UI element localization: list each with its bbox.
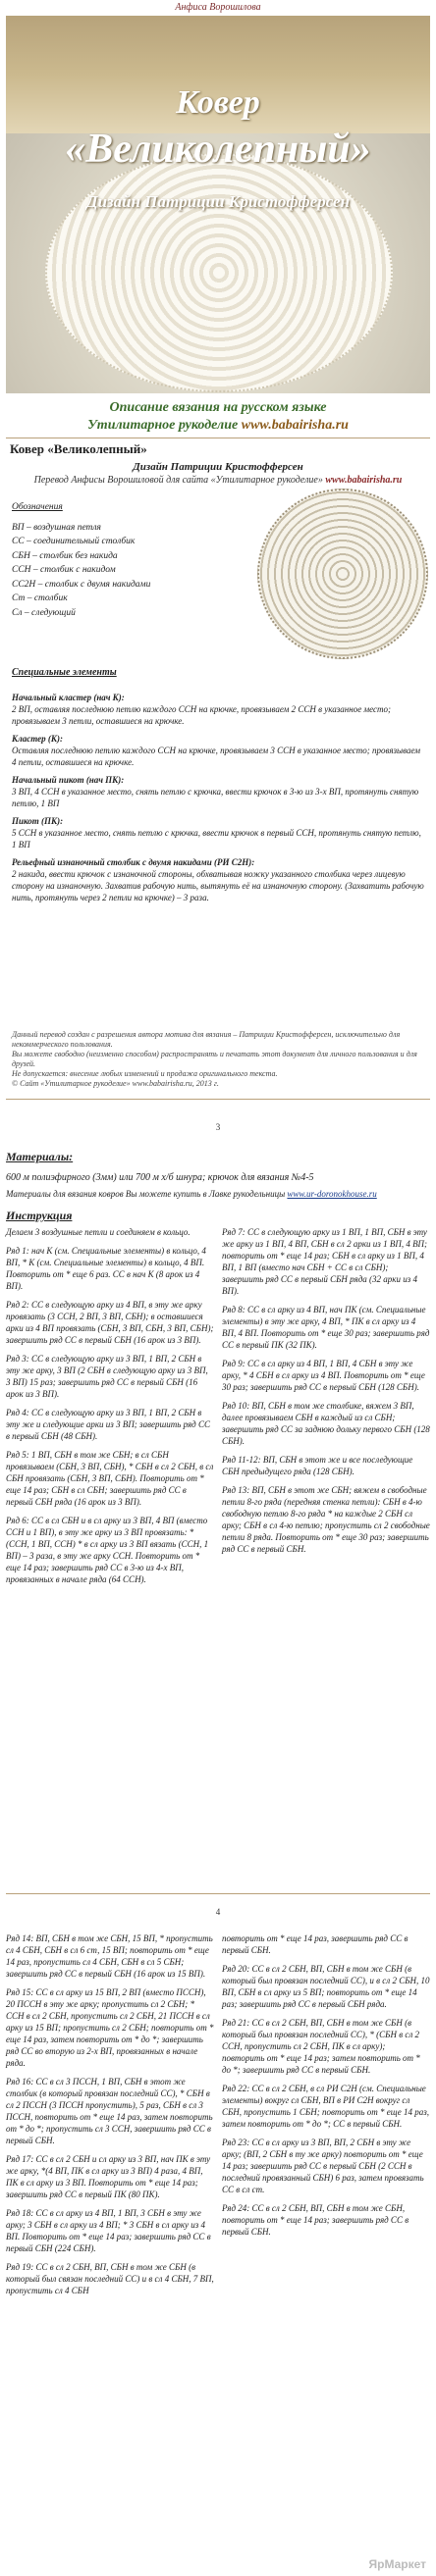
instructions-page4 xyxy=(6,1932,430,2303)
instruction-row: Ряд 8: СС в сл арку из 4 ВП, нач ПК (см. Специальные элементы) в эту же арку, 4 ВП, * ПК в сл арку из 4 ВП, 4 ВП. Повторить от * еще 30 раз; завершить ряд СС в первый ПК (32 ПК). xyxy=(222,1305,430,1350)
instruction-row: Ряд 22: СС в сл 2 СБН, в сл РИ С2Н (см. Специальные элементы) вокруг сл СБН, ВП в РИ С2Н вокруг сл СБН, пропустить 1 СБН; повторить от * еще 14 раз, затем повторить от * до *; СС в первый СБН. xyxy=(222,2084,429,2129)
special-item-text: 2 накида, ввести крючок с изнаночной стороны, обхватывая ножку указанного столбика через лицевую сторону на изнаночную. Захватив рабочую нить, вытянуть её на изнаночную сторону. (Захватить рабочую нить, протянуть через 2 петли на крючке) – 3 раза. xyxy=(12,869,424,902)
divider xyxy=(6,1893,430,1894)
column-left xyxy=(6,1226,214,1592)
abbr-item: СБН – столбик без накида xyxy=(12,550,118,561)
instruction-row: Ряд 21: СС в сл 2 СБН, ВП, СБН в том же СБН (в который был провязан последний СС), * (СБН в сл 2 ССН, пропустить сл 2 СБН, ПК в сл арку); повторить от * еще 14 раз; затем повторить от * до *; завершить ряд СС в первый СБН. xyxy=(222,2018,420,2075)
instruction-row: Ряд 17: СС в сл 2 СБН и сл арку из 3 ВП, нач ПК в эту же арку, *(4 ВП, ПК в сл арку из 3 ВП) 4 раза, 4 ВП, ПК в сл арку из 3 ВП. Повторить от * еще 14 раз; завершить ряд СС в первый ПК (80 ПК). xyxy=(6,2154,211,2199)
translation-site-link[interactable]: www.babairisha.ru xyxy=(325,475,403,486)
instruction-row: Ряд 16: СС в сл 3 ПССН, 1 ВП, СБН в этот же столбик (в который провязан последний СС), * СБН в сл 2 ПССН (3 ПССН пропустить), 5 раз, СБН в сл 3 ПССН, повторить от * еще 14 раз, затем повторить от * до *; пропустить сл 3 ССН, завершить ряд СС в первый СБН. xyxy=(6,2077,213,2145)
abbr-item: СС – соединительный столбик xyxy=(12,537,136,546)
motif-photo xyxy=(257,489,428,659)
hero-title-line1: Ковер xyxy=(176,84,260,121)
materials xyxy=(6,1150,430,1199)
page-number: 4 xyxy=(215,1907,221,1917)
caption-line2 xyxy=(0,418,436,434)
instruction-row: Ряд 10: ВП, СБН в том же столбике, вяжем 3 ВП, далее провязываем СБН в каждый из сл СБН; завершить ряд СС за заднюю дольку первого СБН (128 СБН). xyxy=(222,1401,430,1446)
rug-photo xyxy=(45,153,393,392)
caption-site-link[interactable]: www.babairisha.ru xyxy=(241,418,349,433)
hero-photo xyxy=(6,16,430,393)
note-line: Не допускается: внесение любых изменений и продажа оригинального текста. xyxy=(12,1069,278,1078)
hero-subtitle: Дизайн Патриции Кристофферсен xyxy=(85,192,351,211)
instruction-row: Ряд 20: СС в сл 2 СБН, ВП, СБН в том же СБН (в который был провязан последний СС), и в сл 2 СБН, 10 ВП, СБН в сл арку из 5 ВП; повторить от * еще 14 раз; завершить ряд СС в первый СБН ряда. xyxy=(222,1964,430,2009)
page-number: 3 xyxy=(215,1122,221,1132)
abbreviations xyxy=(12,490,208,620)
doc-title: Ковер «Великолепный» xyxy=(10,441,147,456)
abbr-item: Сл – следующий xyxy=(12,607,76,618)
special-item-text: 2 ВП, оставляя последнюю петлю каждого ССН на крючке, провязываем 2 ССН в указанное место; провязываем 3 петли, оставшиеся на крючке. xyxy=(12,704,392,726)
materials-line1: 600 м полиэфирного (3мм) или 700 м х/б шнура; крючок для вязания №4-5 xyxy=(6,1172,314,1183)
instruction-row: Ряд 3: СС в следующую арку из 3 ВП, 1 ВП, 2 СБН в эту же арку, 3 ВП (2 СБН в следующую арку из 3 ВП, 3 ВП) 15 раз; завершить ряд СС в первый СБН (16 арок из 3 ВП). xyxy=(6,1354,208,1399)
instructions-heading: Инструкция xyxy=(6,1209,73,1222)
column-right xyxy=(222,1932,430,2303)
abbr-item: СС2Н – столбик с двумя накидами xyxy=(12,579,151,590)
instruction-row: Ряд 9: СС в сл арку из 4 ВП, 1 ВП, 4 СБН в эту же арку, * 4 СБН в сл арку из 4 ВП. Повторить от * еще 30 раз; завершить ряд СС в первый СБН (128 СБН). xyxy=(222,1359,425,1392)
doc-design: Дизайн Патриции Кристофферсен xyxy=(133,461,303,473)
shop-link[interactable]: www.ur-doronokhouse.ru xyxy=(287,1189,377,1199)
special-item xyxy=(12,856,424,903)
instruction-row: Ряд 7: СС в следующую арку из 1 ВП, 1 ВП, СБН в эту же арку из 1 ВП, 4 ВП, СБН в сл 2 арки из 1 ВП, 4 ВП; повторить от * еще 14 раз; СБН в сл арку из 1 ВП, 4 ВП, 1 ВП (вместо нач СБН + СС в сл СБН); завершить ряд СС в первый СБН ряда (32 арки из 4 ВП). xyxy=(222,1227,428,1296)
abbr-item: Ст – столбик xyxy=(12,593,68,603)
caption-line1: Описание вязания на русском языке xyxy=(109,400,327,415)
special-heading: Специальные элементы xyxy=(12,667,117,678)
instruction-row: Ряд 1: нач К (см. Специальные элементы) в кольцо, 4 ВП, * К (см. Специальные элементы) в кольцо, 4 ВП. Повторить от * еще 6 раз. СС в нач К (8 арок из 4 ВП). xyxy=(6,1246,206,1291)
special-item-text: 5 ССН в указанное место, снять петлю с крючка, ввести крючок в первый ССН, протянуть снятую петлю, 1 ВП xyxy=(12,828,421,850)
doc-translation xyxy=(0,475,436,486)
instruction-row: Делаем 3 воздушные петли и соединяем в кольцо. xyxy=(6,1227,191,1237)
instruction-row: Ряд 23: СС в сл арку из 3 ВП, ВП, 2 СБН в эту же арку; (ВП, 2 СБН в ту же арку) повторить от * еще 14 раз; завершить ряд СС в первый СБН (2 ССН в последний провязанный СБН) 6 раз, затем провязать СС в сл ст. xyxy=(222,2138,424,2194)
special-item-text: Оставляя последнюю петлю каждого ССН на крючке, провязываем 3 ССН в указанное место; провязываем 4 петли, оставшиеся на крючке. xyxy=(12,746,420,767)
special-item xyxy=(12,733,424,768)
instruction-row: Ряд 6: СС в сл СБН и в сл арку из 3 ВП, 4 ВП (вместо ССН и 1 ВП), в эту же арку из 3 ВП провязать: * (ССН, 1 ВП, ССН) * в сл арку из 3 ВП вязать (ССН, 1 ВП) – 3 раза, в эту же арку ССН. Повторить от * еще 14 раз; завершить ряд СС в 3-ю из 4-х ВП, провязанных в начале ряда (64 ССН). xyxy=(6,1516,209,1584)
instruction-row: Ряд 4: СС в следующую арку из 3 ВП, 1 ВП, 2 СБН в эту же и следующие арки из 3 ВП; завершить ряд СС в первый СБН (48 СБН). xyxy=(6,1408,210,1441)
instructions-page3 xyxy=(6,1226,430,1592)
column-left xyxy=(6,1932,214,2303)
caption-prefix: Утилитарное рукоделие xyxy=(87,418,239,433)
instruction-row: Ряд 5: 1 ВП, СБН в том же СБН; в сл СБН провязываем (СБН, 3 ВП, СБН), * СБН в сл 2 СБН, в сл СБН провязать (СБН, 3 ВП, СБН). Повторить от * еще 14 раз; СБН в сл СБН; завершить ряд СС в первый СБН ряда (16 арок из 3 ВП). xyxy=(6,1450,214,1507)
instruction-row: Ряд 11-12: ВП, СБН в этот же и все последующие СБН предыдущего ряда (128 СБН). xyxy=(222,1455,413,1476)
special-item-name: Кластер (К): xyxy=(12,734,63,744)
special-item xyxy=(12,774,424,809)
materials-line2 xyxy=(6,1189,430,1199)
special-item-name: Начальный кластер (нач К): xyxy=(12,693,125,702)
instruction-row: Ряд 2: СС в следующую арку из 4 ВП, в эту же арку провязать (3 ССН, 2 ВП, 3 ВП, СБН); в оставшиеся арки из 4 ВП провязать (СБН, 3 ВП, СБН, 3 ВП, СБН); завершить ряд СС в первый СБН (16 арок из 3 ВП). xyxy=(6,1300,214,1345)
instruction-row: повторить от * еще 14 раз, завершить ряд СС в первый СБН. xyxy=(222,1933,409,1955)
author-name: Анфиса Ворошилова xyxy=(175,2,261,13)
materials-heading: Материалы: xyxy=(6,1150,74,1163)
special-item xyxy=(12,815,424,850)
special-item-name: Начальный пикот (нач ПК): xyxy=(12,775,125,785)
translation-prefix: Перевод Анфисы Ворошиловой для сайта «Утилитарное рукоделие» xyxy=(33,475,323,486)
column-right xyxy=(222,1226,430,1592)
materials-prefix: Материалы для вязания ковров Вы можете купить в Лавке рукодельницы xyxy=(6,1189,286,1199)
special-elements xyxy=(12,667,424,909)
special-item-name: Рельефный изнаночный столбик с двумя накидами (РИ С2Н): xyxy=(12,857,255,867)
watermark: ЯрМаркет xyxy=(368,2557,426,2571)
note-line: Вы можете свободно (неизменно способом) распространять и печатать этот документ для личного пользования и для друзей. xyxy=(12,1050,417,1068)
instruction-row: Ряд 19: СС в сл 2 СБН, ВП, СБН в том же СБН (в который был связан последний СС) и в сл 4 СБН, 7 ВП, пропустить сл 4 СБН xyxy=(6,2262,214,2295)
instruction-row: Ряд 18: СС в сл арку из 4 ВП, 1 ВП, 3 СБН в эту же арку; 3 СБН в сл арку из 4 ВП; * 3 СБН в сл арку из 4 ВП. Повторить от * еще 14 раз; завершить ряд СС в первый СБН (224 СБН). xyxy=(6,2208,211,2253)
special-item xyxy=(12,692,424,727)
abbr-item: ВП – воздушная петля xyxy=(12,522,101,533)
abbreviations-heading: Обозначения xyxy=(12,502,63,512)
special-item-name: Пикот (ПК): xyxy=(12,816,64,826)
instruction-row: Ряд 24: СС в сл 2 СБН, ВП, СБН в том же СБН, повторить от * еще 14 раз; завершить ряд СС в первый СБН. xyxy=(222,2203,409,2237)
instruction-row: Ряд 13: ВП, СБН в этот же СБН; вяжем в свободные петли 8-го ряда (передняя стенка петли): СБН в 4-ю свободную петлю 8-го ряда * на каждые 2 СБН сл арку; СБН в сл 4-ю петлю; пропустить сл 2 свободные петли 8 ряда. Повторить от * еще 30 раз; завершить ряд СС в первый СБН. xyxy=(222,1485,430,1554)
abbr-item: ССН – столбик с накидом xyxy=(12,565,116,575)
special-item-text: 3 ВП, 4 ССН в указанное место, снять петлю с крючка, ввести крючок в 3-ю из 3-х ВП, протянуть снятую петлю, 1 ВП xyxy=(12,787,419,808)
note-line: Данный перевод создан с разрешения автора мотива для вязания – Патриции Кристофферсен, исключительно для некоммерческого пользования. xyxy=(12,1030,401,1049)
hero-title-line2: «Великолепный» xyxy=(65,127,371,172)
instruction-row: Ряд 14: ВП, СБН в том же СБН, 15 ВП, * пропустить сл 4 СБН, СБН в сл 6 ст, 15 ВП; повторить от * еще 14 раз, пропустить сл 4 СБН, СБН в сл 5 СБН; завершить ряд СС в первый СБН (16 арок из 15 ВП). xyxy=(6,1933,213,1979)
divider xyxy=(6,1099,430,1100)
note-line: © Сайт «Утилитарное рукоделие» www.babairisha.ru, 2013 г. xyxy=(12,1079,219,1088)
footer-bar xyxy=(0,2554,436,2576)
notes xyxy=(12,1030,424,1089)
instruction-row: Ряд 15: СС в сл арку из 15 ВП, 2 ВП (вместо ПССН), 20 ПССН в эту же арку; пропустить сл 2 СБН; * ССН в сл 2 СБН, пропустить сл 2 СБН, 21 ПССН в сл арку из 15 ВП; пропустить сл 2 СБН; повторить от * еще 14 раз, затем повторить от * до *; завершить ряд СС во вторую из 2-х ВП, провязанных в начале ряда. xyxy=(6,1987,214,2068)
